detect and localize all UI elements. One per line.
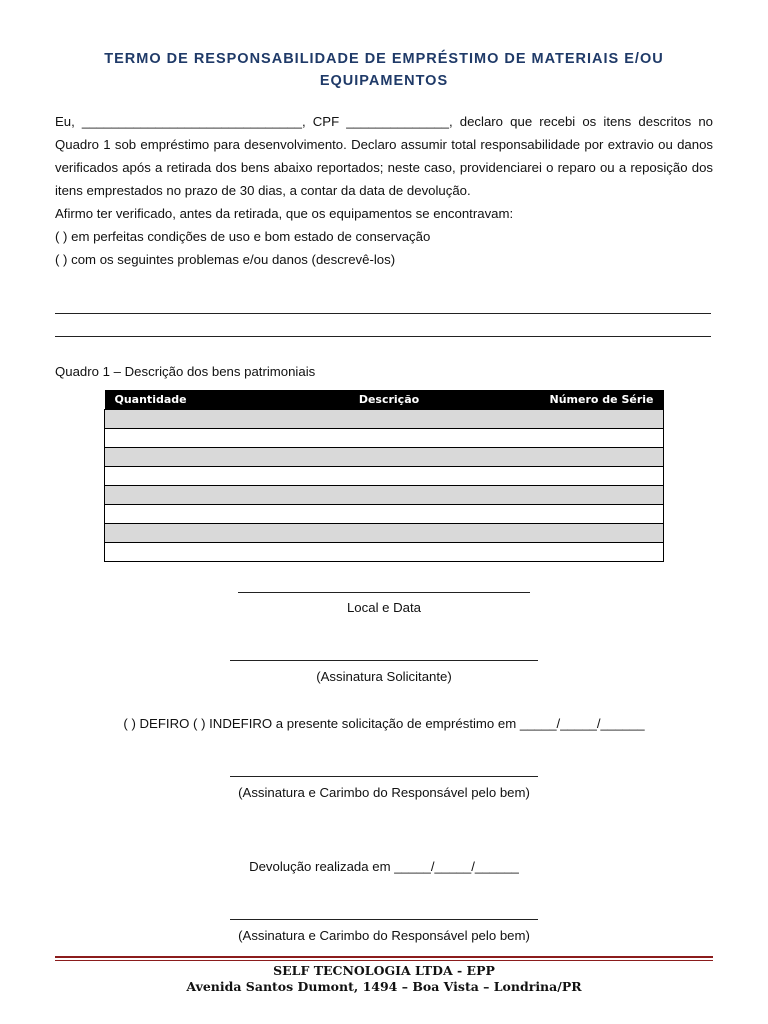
responsible-signature-line-2[interactable]: [230, 919, 538, 920]
local-date-line[interactable]: [238, 592, 530, 593]
table-caption: Quadro 1 – Descrição dos bens patrimoniais: [55, 364, 316, 379]
approval-decision[interactable]: ( ) DEFIRO ( ) INDEFIRO a presente solicitação de empréstimo em _____/_____/______: [123, 716, 645, 731]
document-title: [60, 48, 708, 92]
table-cell[interactable]: [105, 524, 664, 543]
applicant-signature-line[interactable]: [230, 660, 538, 661]
responsible-signature-label-2: (Assinatura e Carimbo do Responsável pelo bem): [238, 928, 530, 943]
title-line-1: TERMO DE RESPONSABILIDADE DE EMPRÉSTIMO DE MATERIAIS E/OU: [104, 51, 664, 67]
declaration-body: [55, 110, 713, 271]
table-cell[interactable]: [105, 429, 664, 448]
table-cell[interactable]: [105, 486, 664, 505]
damage-description-line-1[interactable]: [55, 313, 711, 314]
condition-option-good[interactable]: ( ) em perfeitas condições de uso e bom estado de conservação: [55, 229, 431, 244]
table-cell[interactable]: [105, 410, 664, 429]
assets-table: [104, 390, 664, 562]
table-cell[interactable]: [105, 543, 664, 562]
table-row[interactable]: [105, 486, 664, 505]
header-descricao: Descrição: [275, 390, 504, 410]
footer-divider-thin: [55, 960, 713, 961]
table-header-row: [105, 390, 664, 410]
footer-company: SELF TECNOLOGIA LTDA - EPP: [273, 963, 495, 978]
responsible-signature-line-1[interactable]: [230, 776, 538, 777]
table-row[interactable]: [105, 467, 664, 486]
return-date[interactable]: Devolução realizada em _____/_____/______: [249, 859, 519, 874]
applicant-signature-label: (Assinatura Solicitante): [316, 669, 452, 684]
header-quantidade: Quantidade: [105, 390, 275, 410]
declaration-paragraph[interactable]: Eu, ______________________________, CPF ______________, declaro que recebi os itens descritos no Quadro 1 sob empréstimo para desenvolvimento. Declaro assumir total responsabilidade por extravio ou danos verificados após a retirada dos bens abaixo reportados; neste caso, providenciarei o reparo ou a reposição dos itens emprestados no prazo de 30 dias, a contar da data de devolução.: [55, 114, 713, 198]
table-row[interactable]: [105, 410, 664, 429]
table-row[interactable]: [105, 429, 664, 448]
responsible-signature-label-1: (Assinatura e Carimbo do Responsável pelo bem): [238, 785, 530, 800]
footer-address: Avenida Santos Dumont, 1494 – Boa Vista – Londrina/PR: [186, 979, 582, 994]
table-cell[interactable]: [105, 467, 664, 486]
table-row[interactable]: [105, 448, 664, 467]
damage-description-line-2[interactable]: [55, 336, 711, 337]
footer-divider: [55, 956, 713, 958]
header-numero-serie: Número de Série: [504, 390, 664, 410]
affirm-text: Afirmo ter verificado, antes da retirada, que os equipamentos se encontravam:: [55, 206, 514, 221]
local-date-label: Local e Data: [346, 600, 422, 615]
table-row[interactable]: [105, 505, 664, 524]
condition-option-damaged[interactable]: ( ) com os seguintes problemas e/ou danos (descrevê-los): [55, 252, 396, 267]
title-line-2: EQUIPAMENTOS: [319, 73, 449, 89]
table-cell[interactable]: [105, 448, 664, 467]
table-row[interactable]: [105, 524, 664, 543]
table-row[interactable]: [105, 543, 664, 562]
table-cell[interactable]: [105, 505, 664, 524]
